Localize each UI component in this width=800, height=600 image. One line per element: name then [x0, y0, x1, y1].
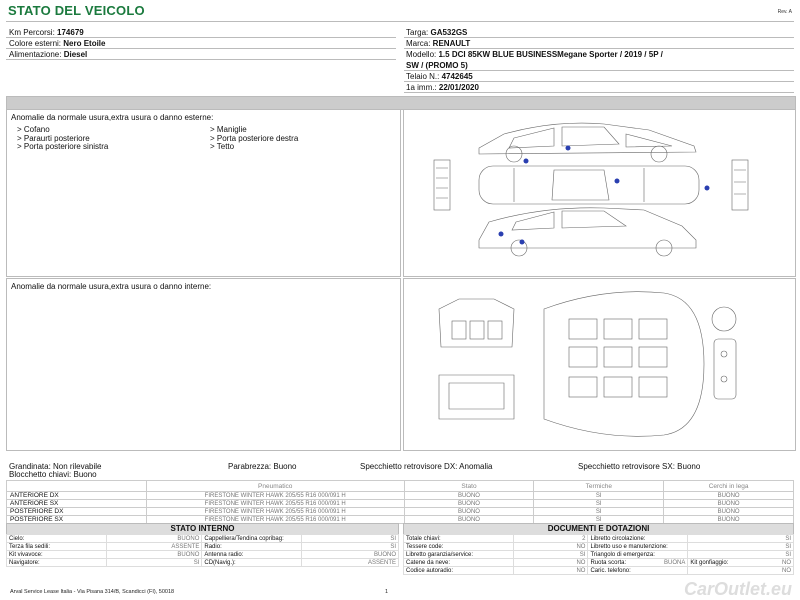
table-row: POSTERIORE SX FIRESTONE WINTER HAWK 205/55 R16 000/091 H BUONO SI BUONO [7, 516, 794, 524]
table-row: Kit vivavoce: BUONO Antenna radio: BUONO [7, 551, 399, 559]
damage-marker [705, 186, 710, 191]
table-row: Navigatore: SI CD(Navig.): ASSENTE [7, 559, 399, 567]
key-block-status: Blocchetto chiavi: Buono [9, 470, 97, 479]
documents-table [403, 534, 794, 575]
revision-label: Rev. A [777, 9, 792, 15]
external-damage-list-1: > Cofano > Paraurti posteriore > Porta posteriore sinistra [17, 125, 109, 151]
damage-marker [524, 159, 529, 164]
internal-state-table [6, 534, 399, 567]
table-row: Terza fila sedili: ASSENTE Radio: SI [7, 543, 399, 551]
table-row: Tessere code: NO Libretto uso e manutenzione: SI [404, 543, 794, 551]
footer-page-number: 1 [385, 589, 389, 595]
damage-marker [566, 146, 571, 151]
internal-damage-panel [6, 278, 401, 451]
damage-marker [499, 232, 504, 237]
mirror-dx-status: Specchietto retrovisore DX: Anomalia [360, 462, 493, 471]
km-row: Km Percorsi: 174679 [9, 28, 84, 37]
col-header [7, 481, 147, 492]
fuel-row: Alimentazione: Diesel [9, 50, 88, 59]
plate-row: Targa: GA532GS [406, 28, 468, 37]
table-row: Cielo: BUONO Cappelliera/Tendina copribag: SI [7, 535, 399, 543]
interior-diagram [403, 278, 796, 451]
table-row: Codice autoradio: NO Caric. telefono: NO [404, 567, 794, 575]
damage-marker [615, 179, 620, 184]
vehicle-info-left [9, 27, 389, 60]
table-row: Catene da neve: NO Ruota scorta: BUONA Kit gonfiaggio: NO [404, 559, 794, 567]
table-row: Totale chiavi: 2 Libretto circolazione: SI [404, 535, 794, 543]
watermark-logo: CarOutlet.eu [683, 579, 792, 599]
mirror-sx-status: Specchietto retrovisore SX: Buono [578, 462, 701, 471]
damage-marker [520, 240, 525, 245]
internal-state-title: STATO INTERNO [6, 523, 399, 535]
table-row: POSTERIORE DX FIRESTONE WINTER HAWK 205/55 R16 000/091 H BUONO SI BUONO [7, 508, 794, 516]
external-damage-title: Anomalie da normale usura,extra usura o danno esterne: [11, 113, 214, 122]
external-damage-panel [6, 109, 401, 277]
color-row: Colore esterni: Nero Etoile [9, 39, 106, 48]
external-car-diagram [403, 109, 796, 277]
page-title: STATO DEL VEICOLO [8, 3, 145, 18]
table-row: ANTERIORE SX FIRESTONE WINTER HAWK 205/55 R16 000/091 H BUONO SI BUONO [7, 500, 794, 508]
section-band [6, 96, 796, 110]
col-header: Termiche [534, 481, 664, 492]
registration-row: 1a imm.: 22/01/2020 [406, 83, 479, 92]
divider [6, 21, 794, 22]
table-row: ANTERIORE DX FIRESTONE WINTER HAWK 205/55 R16 000/091 H BUONO SI BUONO [7, 492, 794, 500]
hail-status: Grandinata: Non rilevabile [9, 462, 102, 471]
table-row: Libretto garanzia/service: SI Triangolo di emergenza: SI [404, 551, 794, 559]
tyres-table [6, 480, 794, 524]
documents-title: DOCUMENTI E DOTAZIONI [403, 523, 794, 535]
car-interior-svg [404, 279, 795, 450]
col-header: Cerchi in lega [664, 481, 794, 492]
model-row-cont: SW / (PROMO 5) [406, 61, 468, 70]
col-header: Stato [404, 481, 534, 492]
internal-damage-title: Anomalie da normale usura,extra usura o danno interne: [11, 282, 212, 291]
footer-company: Arval Service Lease Italia - Via Pisana 314/B, Scandicci (FI), 50018 [10, 589, 175, 595]
brand-row: Marca: RENAULT [406, 39, 471, 48]
external-damage-list-2: > Maniglie > Porta posteriore destra > Tetto [210, 125, 299, 151]
model-row: Modello: 1.5 DCI 85KW BLUE BUSINESSMegane Sporter / 2019 / 5P / [406, 50, 663, 59]
col-header: Pneumatico [146, 481, 404, 492]
car-exterior-svg [404, 110, 795, 276]
chassis-row: Telaio N.: 4742645 [406, 72, 473, 81]
windscreen-status: Parabrezza: Buono [228, 462, 297, 471]
